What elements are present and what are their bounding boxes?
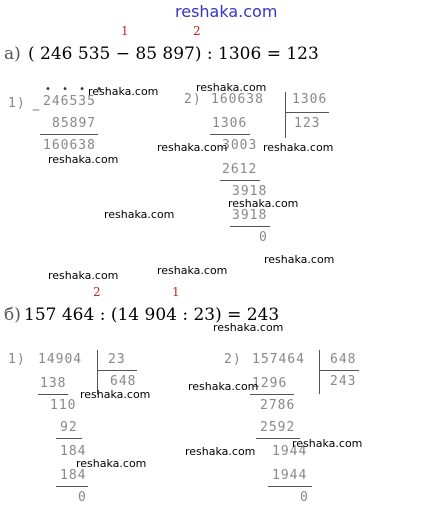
division-remainder: 0 <box>259 230 268 245</box>
quotient-line <box>285 112 329 113</box>
division-row: 1296 <box>252 376 288 391</box>
part-b-expression: 157 464 : (14 904 : 23) = 243 <box>24 305 280 325</box>
step-label-a1: 1) <box>8 96 26 111</box>
minuend: 246535 <box>43 94 96 109</box>
divisor: 23 <box>108 352 126 367</box>
subtrahend: 85897 <box>52 116 97 131</box>
watermark: reshaka.com <box>48 153 119 166</box>
row-line <box>230 226 270 227</box>
order-mark-2: 2 <box>93 285 101 299</box>
dividend: 14904 <box>38 352 83 367</box>
division-remainder: 0 <box>300 490 309 505</box>
site-header-link[interactable]: reshaka.com <box>175 2 278 21</box>
dividend: 157464 <box>252 352 305 367</box>
quotient: 648 <box>110 374 137 389</box>
watermark: reshaka.com <box>188 380 259 393</box>
watermark: reshaka.com <box>228 197 299 210</box>
division-row: 2592 <box>260 420 296 435</box>
part-a-label: а) <box>4 44 21 64</box>
step-label-b1: 1) <box>8 352 26 367</box>
watermark: reshaka.com <box>185 445 256 458</box>
watermark: reshaka.com <box>263 141 334 154</box>
division-row: 1944 <box>272 444 308 459</box>
divisor: 1306 <box>292 92 328 107</box>
order-mark-2: 2 <box>193 24 201 38</box>
watermark: reshaka.com <box>196 81 267 94</box>
quotient-line <box>97 370 137 371</box>
watermark: reshaka.com <box>88 85 159 98</box>
order-mark-1: 1 <box>121 24 129 38</box>
division-row: 110 <box>50 398 77 413</box>
row-line <box>268 486 312 487</box>
division-row: 138 <box>40 376 67 391</box>
division-remainder: 0 <box>78 490 87 505</box>
watermark: reshaka.com <box>157 264 228 277</box>
step-label-a2: 2) <box>184 92 202 107</box>
division-row: 1306 <box>212 116 248 131</box>
step-label-b2: 2) <box>224 352 242 367</box>
watermark: reshaka.com <box>48 269 119 282</box>
division-row: 3918 <box>232 184 268 199</box>
part-b-label: б) <box>4 305 21 325</box>
watermark: reshaka.com <box>213 321 284 334</box>
dividend: 160638 <box>211 92 264 107</box>
watermark: reshaka.com <box>80 388 151 401</box>
division-row: 3003 <box>222 138 258 153</box>
division-row: 2612 <box>222 162 258 177</box>
row-line <box>56 438 82 439</box>
borrow-dots: • • • • <box>45 84 107 95</box>
division-row: 3918 <box>232 208 268 223</box>
minus-sign: − <box>32 103 41 118</box>
row-line <box>220 180 260 181</box>
quotient: 123 <box>294 116 321 131</box>
watermark: reshaka.com <box>292 437 363 450</box>
division-row: 92 <box>60 420 78 435</box>
row-line <box>56 486 88 487</box>
watermark: reshaka.com <box>104 208 175 221</box>
order-mark-1: 1 <box>172 285 180 299</box>
division-bar <box>319 350 320 394</box>
quotient-line <box>319 370 359 371</box>
watermark: reshaka.com <box>264 253 335 266</box>
difference-result: 160638 <box>43 138 96 153</box>
row-line <box>210 134 250 135</box>
part-a-expression: ( 246 535 − 85 897) : 1306 = 123 <box>28 44 319 64</box>
division-row: 184 <box>60 444 87 459</box>
division-row: 184 <box>60 468 87 483</box>
row-line <box>38 394 68 395</box>
divisor: 648 <box>330 352 357 367</box>
division-bar <box>285 92 286 138</box>
sum-line <box>40 134 98 135</box>
watermark: reshaka.com <box>157 141 228 154</box>
watermark: reshaka.com <box>76 457 147 470</box>
row-line <box>250 394 294 395</box>
quotient: 243 <box>330 374 357 389</box>
division-row: 1944 <box>272 468 308 483</box>
division-row: 2786 <box>260 398 296 413</box>
